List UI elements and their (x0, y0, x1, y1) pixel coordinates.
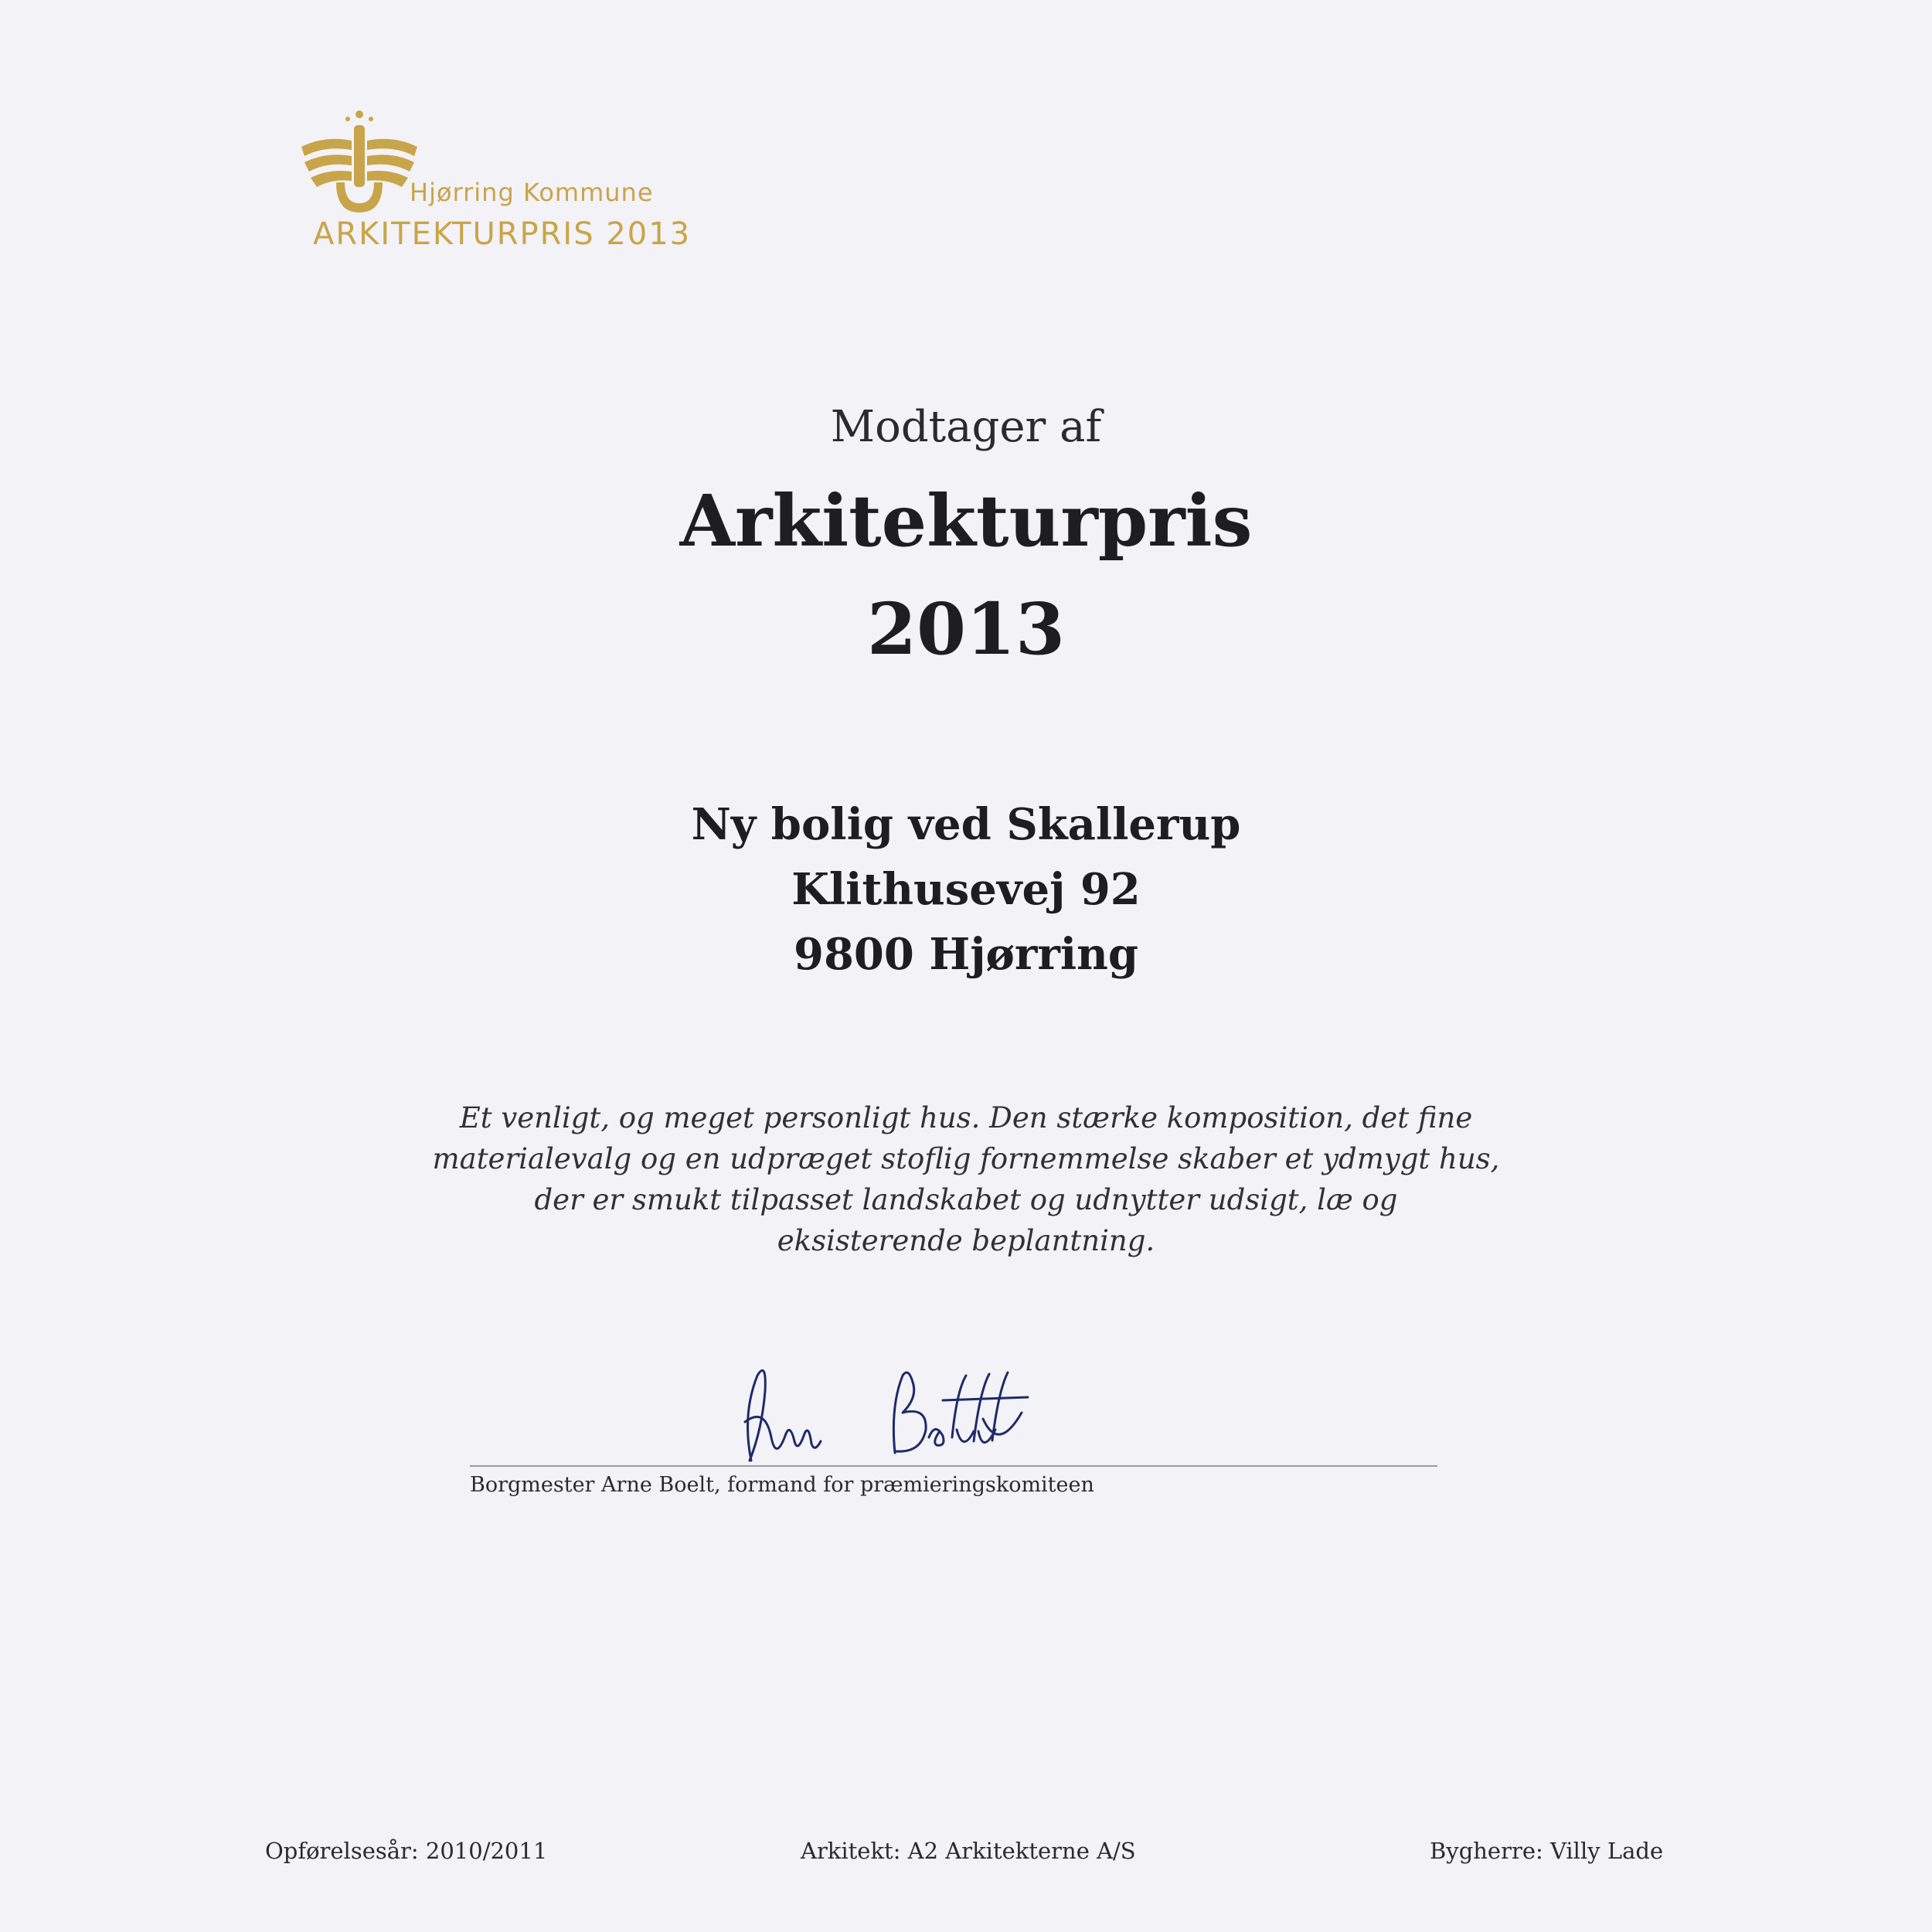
signature-line (470, 1465, 1437, 1467)
hjorring-emblem-icon (294, 108, 425, 216)
project-city: 9800 Hjørring (793, 929, 1139, 980)
citation-line: Et venligt, og meget personligt hus. Den stærke komposition, det fine (459, 1101, 1473, 1134)
footer-client: Bygherre: Villy Lade (1430, 1838, 1664, 1864)
footer-architect: Arkitekt: A2 Arkitekterne A/S (801, 1838, 1136, 1864)
project-block (0, 792, 1932, 987)
award-logo (294, 108, 696, 263)
citation-text (0, 1097, 1932, 1261)
certificate-year: 2013 (866, 587, 1066, 671)
logo-award-name: ARKITEKTURPRIS 2013 (313, 216, 692, 252)
citation-line: materialevalg og en udpræget stoflig fornemmelse skaber et ydmygt hus, (432, 1142, 1500, 1175)
project-street: Klithusevej 92 (791, 864, 1141, 915)
footer-construction-year: Opførelsesår: 2010/2011 (265, 1838, 548, 1864)
logo-municipality-name: Hjørring Kommune (410, 178, 654, 207)
signature-caption: Borgmester Arne Boelt, formand for præmieringskomiteen (470, 1473, 1094, 1497)
handwritten-signature (711, 1345, 1082, 1484)
project-name: Ny bolig ved Skallerup (691, 799, 1241, 850)
citation-line: eksisterende beplantning. (777, 1224, 1155, 1257)
certificate-title: Arkitekturpris (679, 479, 1253, 563)
citation-line: der er smukt tilpasset landskabet og udnytter udsigt, læ og (534, 1183, 1398, 1216)
certificate-subtitle: Modtager af (830, 402, 1102, 452)
